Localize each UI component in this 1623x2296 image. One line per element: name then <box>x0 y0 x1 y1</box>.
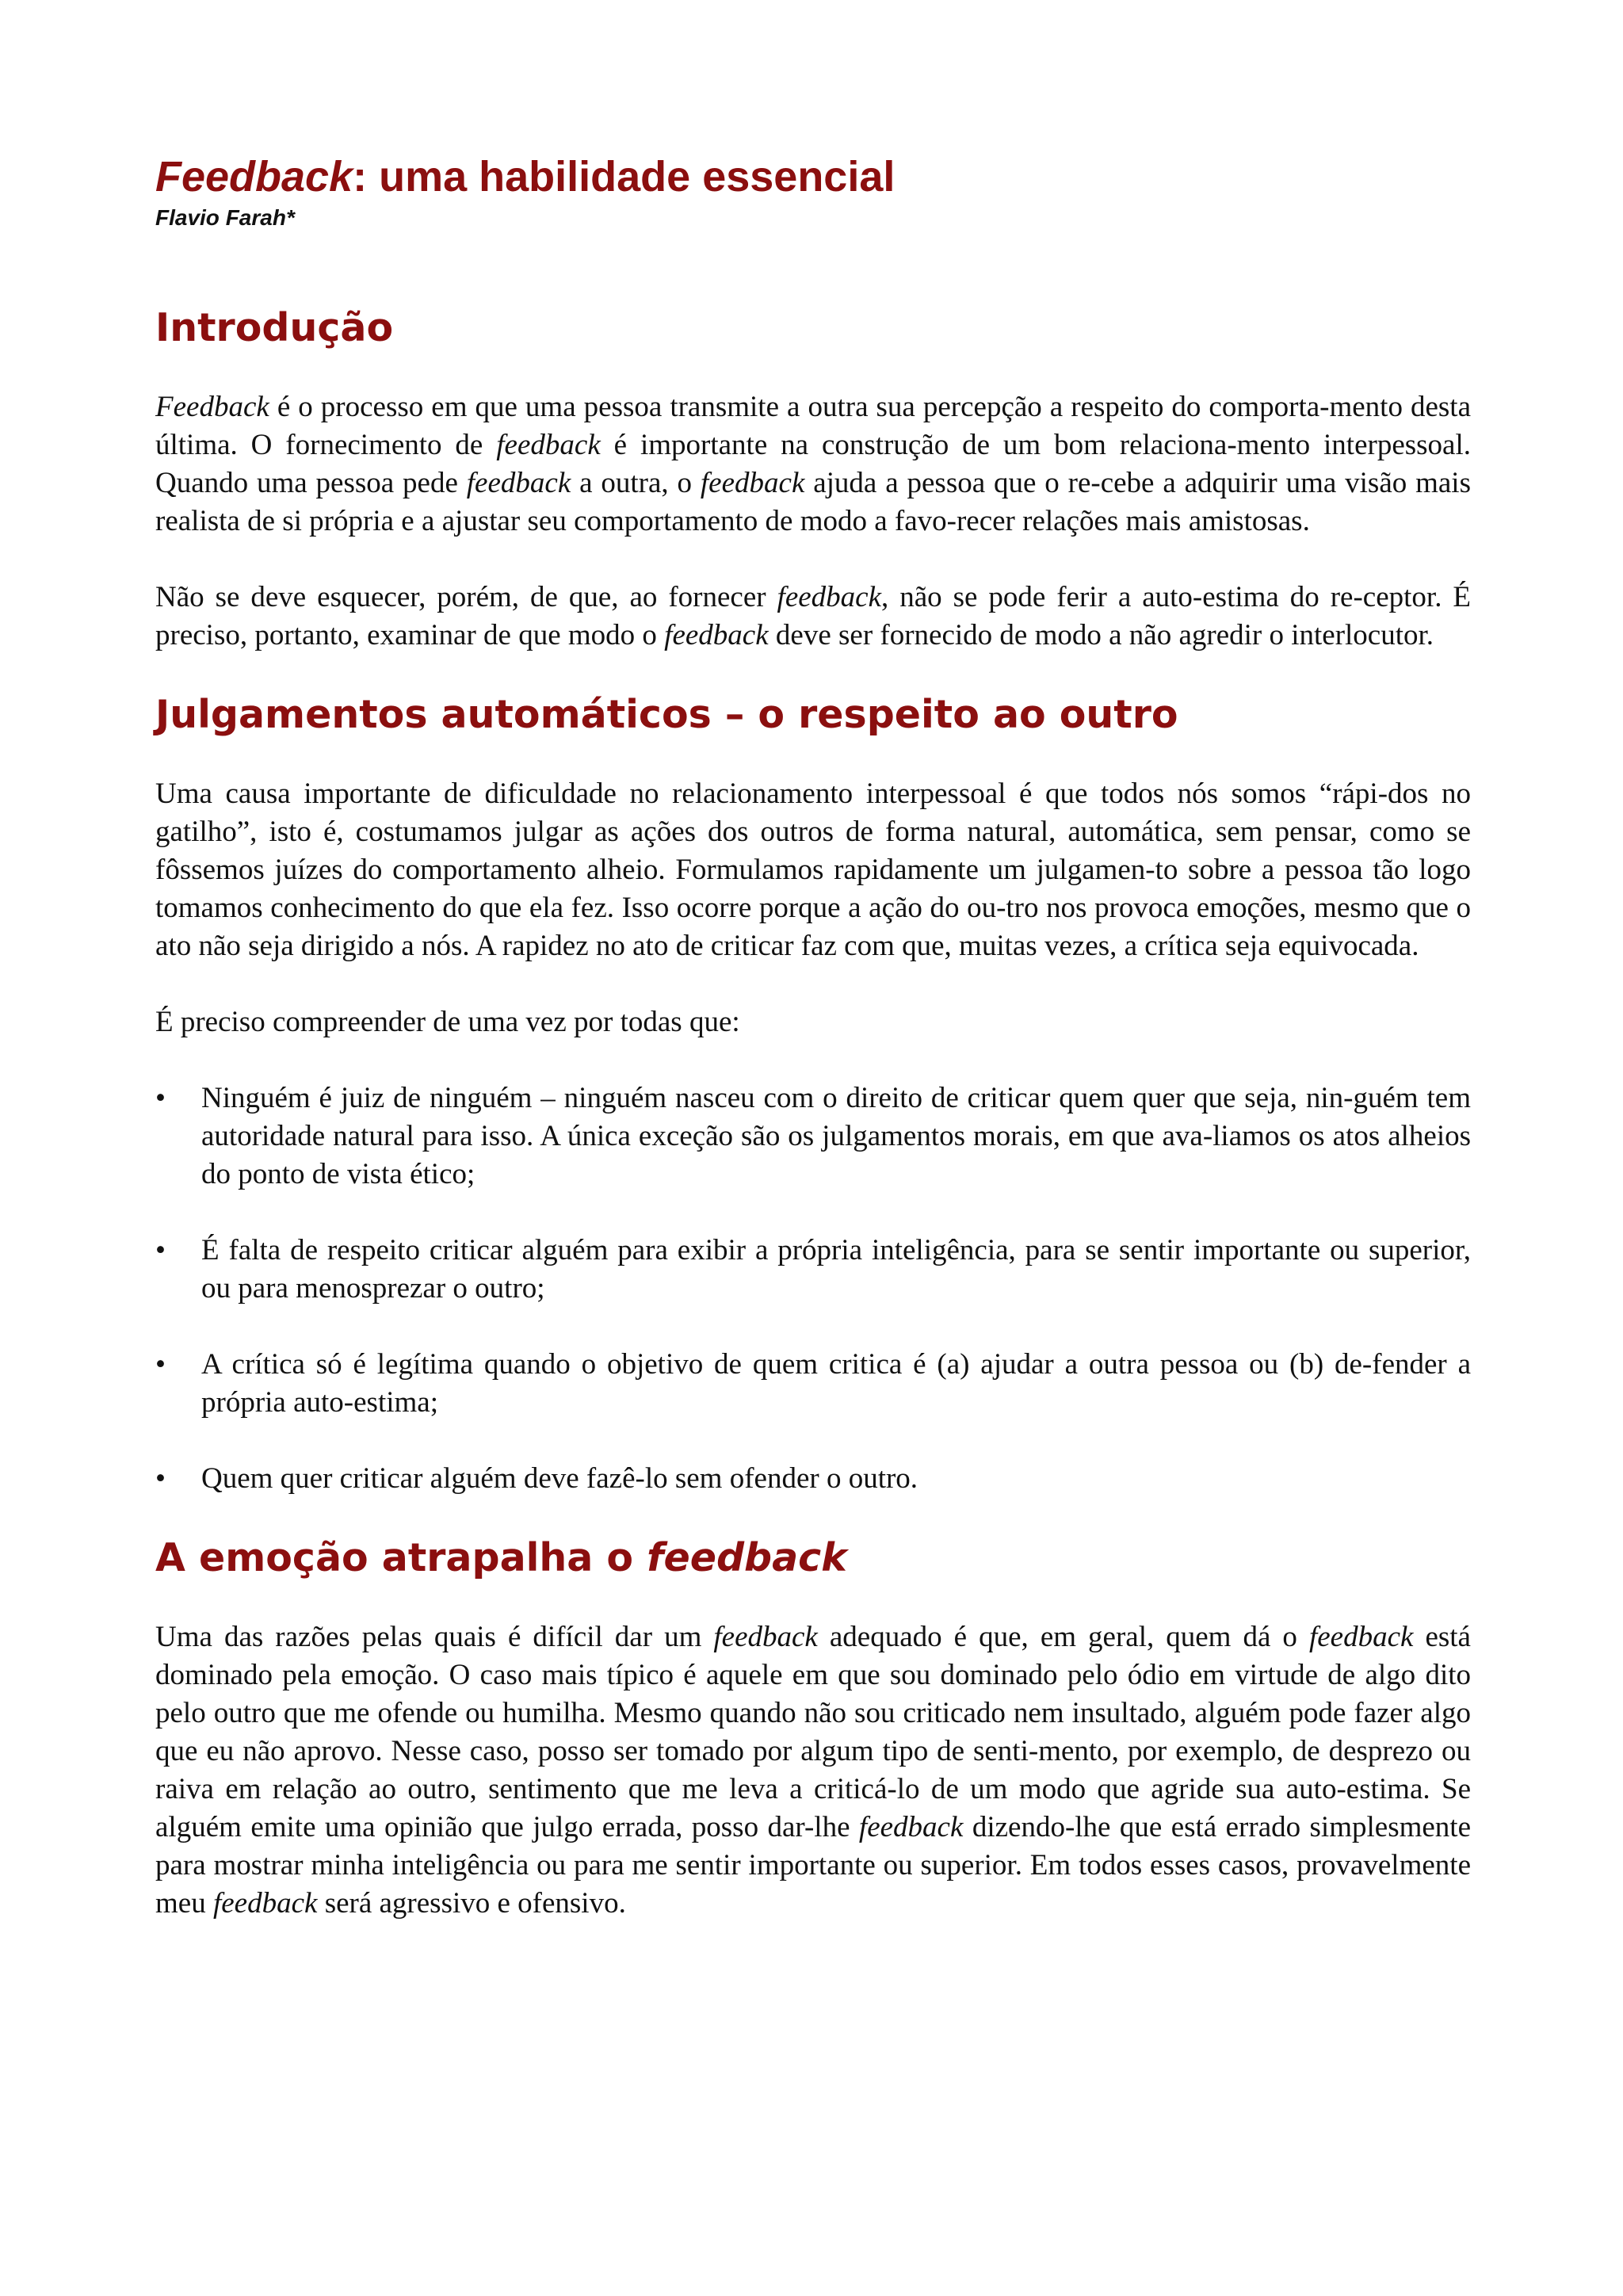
document-page <box>155 151 1471 1923</box>
text-run: a outra, o <box>571 467 701 499</box>
list-item <box>155 1346 1471 1422</box>
italic-term: feedback <box>1308 1621 1414 1653</box>
text-run: deve ser fornecido de modo a não agredir o interlocutor. <box>768 619 1434 651</box>
title-rest: : uma habilidade essencial <box>353 153 896 201</box>
italic-term: feedback <box>664 619 769 651</box>
list-item-text: A crítica só é legítima quando o objetivo de quem critica é (a) ajudar a outra pessoa ou (b) de-fender a própria auto-estima; <box>201 1348 1471 1419</box>
bullet-icon: • <box>155 1234 166 1266</box>
bullet-icon: • <box>155 1462 166 1495</box>
text-run: dizendo-lhe que está errado simplesmente para mostrar minha inteligência ou para me sentir importante ou superior. Em todos esses casos, provavelmente meu <box>155 1811 1471 1920</box>
julgamentos-paragraph-1: Uma causa importante de dificuldade no relacionamento interpessoal é que todos nós somos “rápi-dos no gatilho”, isto é, costumamos julgar as ações dos outros de forma natural, automática, sem pensar, como se fôssemos juízes do comportamento alheio. Formulamos rapidamente um julgamen-to sobre a pessoa tão logo tomamos conhecimento do que ela fez. Isso ocorre porque a ação do ou-tro nos provoca emoções, mesmo que o ato não seja dirigido a nós. A rapidez no ato de criticar faz com que, muitas vezes, a crítica seja equivocada. <box>155 777 1471 962</box>
italic-term: feedback <box>713 1621 818 1653</box>
intro-paragraph-2 <box>155 579 1471 655</box>
document-title <box>155 151 1471 203</box>
text-run: , não se pode ferir a auto-estima do re-ceptor. É preciso, portanto, examinar de que modo o <box>155 581 1471 651</box>
author-line: Flavio Farah* <box>155 205 295 230</box>
title-italic: Feedback <box>155 153 353 201</box>
italic-term: feedback <box>777 581 882 613</box>
heading-introducao: Introdução <box>155 305 394 350</box>
italic-term: feedback <box>212 1887 318 1920</box>
italic-term: Feedback <box>155 391 269 423</box>
list-item <box>155 1232 1471 1308</box>
bullet-icon: • <box>155 1348 166 1381</box>
text-run: Não se deve esquecer, porém, de que, ao fornecer <box>155 581 777 613</box>
heading-emocao <box>155 1534 1471 1582</box>
text-run: adequado é que, em geral, quem dá o <box>817 1621 1309 1653</box>
text-run: ajuda a pessoa que o re-cebe a adquirir uma visão mais realista de si própria e a ajustar seu comportamento de modo a favo-recer relações mais amistosas. <box>155 467 1471 537</box>
heading-italic-term: feedback <box>647 1535 847 1580</box>
list-item-text: Ninguém é juiz de ninguém – ninguém nasceu com o direito de criticar quem quer que seja, nin-guém tem autoridade natural para isso. A única exceção são os julgamentos morais, em que ava-liamos os atos alheios do ponto de vista ético; <box>201 1082 1471 1190</box>
italic-term: feedback <box>858 1811 964 1843</box>
list-item <box>155 1460 1471 1498</box>
text-run: é o processo em que uma pessoa transmite a outra sua percepção a respeito do comporta-mento desta última. O fornecimento de <box>155 391 1471 461</box>
text-run: está dominado pela emoção. O caso mais típico é aquele em que sou dominado pelo ódio em virtude de algo dito pelo outro que me ofende ou humilha. Mesmo quando não sou criticado nem insultado, alguém pode fazer algo que eu não aprovo. Nesse caso, posso ser tomado por algum tipo de senti-mento, por exemplo, de desprezo ou raiva em relação ao outro, sentimento que me leva a criticá-lo de um modo que agride sua auto-estima. Se alguém emite uma opinião que julgo errada, posso dar-lhe <box>155 1621 1471 1843</box>
emocao-paragraph-1 <box>155 1618 1471 1923</box>
list-item <box>155 1079 1471 1194</box>
heading-text: A emoção atrapalha o <box>155 1535 647 1580</box>
italic-term: feedback <box>466 467 571 499</box>
italic-term: feedback <box>496 429 601 461</box>
heading-julgamentos: Julgamentos automáticos – o respeito ao outro <box>155 692 1178 737</box>
text-run: será agressivo e ofensivo. <box>317 1887 626 1920</box>
bullet-icon: • <box>155 1082 166 1114</box>
italic-term: feedback <box>700 467 805 499</box>
julgamentos-paragraph-2: É preciso compreender de uma vez por todas que: <box>155 1006 740 1038</box>
julgamentos-bullet-list <box>155 1079 1471 1498</box>
intro-paragraph-1 <box>155 388 1471 541</box>
text-run: Uma das razões pelas quais é difícil dar um <box>155 1621 714 1653</box>
text-run: é importante na construção de um bom relaciona-mento interpessoal. Quando uma pessoa pede <box>155 429 1472 499</box>
list-item-text: É falta de respeito criticar alguém para exibir a própria inteligência, para se sentir importante ou superior, ou para menosprezar o outro; <box>201 1234 1471 1305</box>
list-item-text: Quem quer criticar alguém deve fazê-lo sem ofender o outro. <box>201 1462 918 1495</box>
